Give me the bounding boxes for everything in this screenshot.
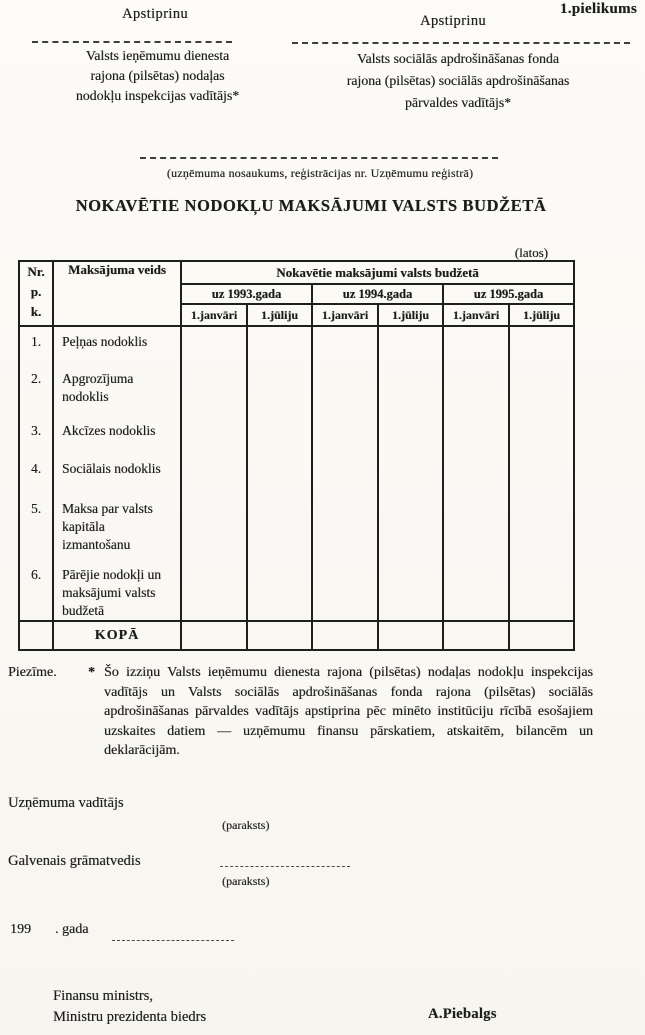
value-cell — [181, 326, 247, 364]
minister-title-block — [53, 986, 206, 1028]
minister-title-line-1: Finansu ministrs, — [53, 988, 153, 1004]
row-label: Sociālais nodoklis — [53, 454, 181, 494]
value-cell — [443, 326, 509, 364]
value-cell — [181, 560, 247, 621]
col-header-year-1993: uz 1993.gada — [181, 284, 312, 304]
table-row — [19, 416, 574, 454]
row-number: 1. — [19, 326, 53, 364]
value-cell — [509, 364, 574, 416]
value-cell — [443, 454, 509, 494]
right-official-line-2: rajona (pilsētas) sociālās apdrošināšanas — [346, 73, 570, 88]
row-number: 4. — [19, 454, 53, 494]
col-header-date-2: 1.jūliju — [247, 304, 312, 326]
chief-accountant-signature-line — [220, 866, 350, 867]
value-cell — [247, 326, 312, 364]
minister-title-line-2: Ministru prezidenta biedrs — [53, 1009, 207, 1025]
tax-table-container — [18, 260, 575, 651]
table-row — [19, 364, 574, 416]
nr-line-2: p. — [30, 284, 42, 299]
left-official-title — [35, 46, 280, 106]
document-title: NOKAVĒTIE NODOKĻU MAKSĀJUMI VALSTS BUDŽETĀ — [75, 196, 547, 215]
table-row — [19, 494, 574, 560]
table-row — [19, 326, 574, 364]
value-cell — [247, 560, 312, 621]
col-header-date-1: 1.janvāri — [181, 304, 247, 326]
value-cell — [509, 494, 574, 560]
value-cell — [378, 416, 443, 454]
value-cell — [247, 364, 312, 416]
date-fill-line — [112, 940, 234, 941]
left-official-line-3: nodokļu inspekcijas vadītājs* — [75, 88, 240, 103]
minister-name: A.Piebalgs — [428, 1006, 497, 1022]
footnote-text: Šo izziņu Valsts ieņēmumu dienesta rajona (pilsētas) nodaļas nodokļu inspekcijas vadītājs un Valsts sociālās apdrošināšanas fonda rajona (pilsētas) sociālās apdrošināšanas pārvaldes vadītājs apstiprina pēc minēto institūciju rīcībā esošajiem uzskaites datiem — uzņēmumu finansu pārskatiem, atskaitēm, bilancēm un deklarācijām. — [104, 665, 593, 758]
value-cell — [378, 326, 443, 364]
left-official-line-1: Valsts ieņēmumu dienesta — [85, 48, 230, 63]
row-label: Maksa par valsts kapitāla izmantošanu — [53, 494, 181, 560]
value-cell — [312, 364, 378, 416]
total-value-cell — [312, 621, 378, 650]
value-cell — [181, 494, 247, 560]
footnote — [8, 663, 593, 761]
chief-accountant-label: Galvenais grāmatvedis — [8, 853, 141, 869]
value-cell — [509, 326, 574, 364]
value-cell — [247, 494, 312, 560]
value-cell — [443, 416, 509, 454]
col-header-date-6: 1.jūliju — [509, 304, 574, 326]
approve-right-label: Apstiprinu — [420, 13, 487, 29]
row-label: Peļņas nodoklis — [53, 326, 181, 364]
value-cell — [181, 454, 247, 494]
value-cell — [378, 454, 443, 494]
total-value-cell — [378, 621, 443, 650]
col-header-date-4: 1.jūliju — [378, 304, 443, 326]
right-official-line-1: Valsts sociālās apdrošināšanas fonda — [357, 51, 559, 66]
row-label: Pārējie nodokļi un maksājumi valsts budžetā — [53, 560, 181, 621]
total-value-cell — [509, 621, 574, 650]
left-signature-line — [32, 41, 232, 43]
company-head-signature-caption: (paraksts) — [222, 818, 270, 832]
col-header-year-1995: uz 1995.gada — [443, 284, 574, 304]
value-cell — [312, 326, 378, 364]
value-cell — [443, 560, 509, 621]
nr-line-1: Nr. — [27, 264, 45, 279]
row-number: 6. — [19, 560, 53, 621]
row-label: Apgrozījuma nodoklis — [53, 364, 181, 416]
total-value-cell — [443, 621, 509, 650]
col-header-group: Nokavētie maksājumi valsts budžetā — [181, 261, 574, 284]
value-cell — [509, 416, 574, 454]
total-row-nr-cell — [19, 621, 53, 650]
value-cell — [181, 416, 247, 454]
value-cell — [443, 494, 509, 560]
value-cell — [247, 454, 312, 494]
nr-line-3: k. — [30, 304, 42, 319]
right-official-line-3: pārvaldes vadītājs* — [404, 95, 512, 110]
units-label: (latos) — [514, 245, 548, 260]
company-name-line — [140, 157, 498, 159]
value-cell — [443, 364, 509, 416]
total-label: KOPĀ — [53, 621, 181, 650]
chief-accountant-signature-caption: (paraksts) — [222, 874, 270, 888]
value-cell — [312, 416, 378, 454]
table-row — [19, 560, 574, 621]
company-head-label: Uzņēmuma vadītājs — [8, 795, 124, 811]
value-cell — [181, 364, 247, 416]
value-cell — [378, 364, 443, 416]
company-caption: (uzņēmuma nosaukums, reģistrācijas nr. Uzņēmumu reģistrā) — [166, 166, 474, 180]
approve-left-label: Apstiprinu — [122, 6, 189, 22]
value-cell — [312, 560, 378, 621]
footnote-asterisk: * — [88, 665, 95, 680]
col-header-year-1994: uz 1994.gada — [312, 284, 443, 304]
value-cell — [312, 494, 378, 560]
row-number: 3. — [19, 416, 53, 454]
left-official-line-2: rajona (pilsētas) nodaļas — [90, 68, 225, 83]
col-header-date-5: 1.janvāri — [443, 304, 509, 326]
total-row — [19, 621, 574, 650]
year-prefix: 199 — [10, 922, 31, 937]
row-number: 5. — [19, 494, 53, 560]
footnote-label: Piezīme. — [8, 665, 57, 680]
value-cell — [247, 416, 312, 454]
year-suffix: . gada — [55, 922, 89, 937]
value-cell — [378, 494, 443, 560]
value-cell — [509, 560, 574, 621]
col-header-nr — [19, 261, 53, 326]
value-cell — [509, 454, 574, 494]
col-header-date-3: 1.janvāri — [312, 304, 378, 326]
right-official-title — [288, 48, 628, 114]
value-cell — [312, 454, 378, 494]
total-value-cell — [247, 621, 312, 650]
table-row — [19, 454, 574, 494]
date-line — [10, 922, 88, 938]
col-header-payment-type: Maksājuma veids — [53, 261, 181, 326]
tax-arrears-table — [18, 260, 575, 651]
row-number: 2. — [19, 364, 53, 416]
row-label: Akcīzes nodoklis — [53, 416, 181, 454]
value-cell — [378, 560, 443, 621]
total-value-cell — [181, 621, 247, 650]
attachment-number: 1.pielikums — [559, 1, 637, 17]
right-signature-line — [292, 42, 630, 44]
